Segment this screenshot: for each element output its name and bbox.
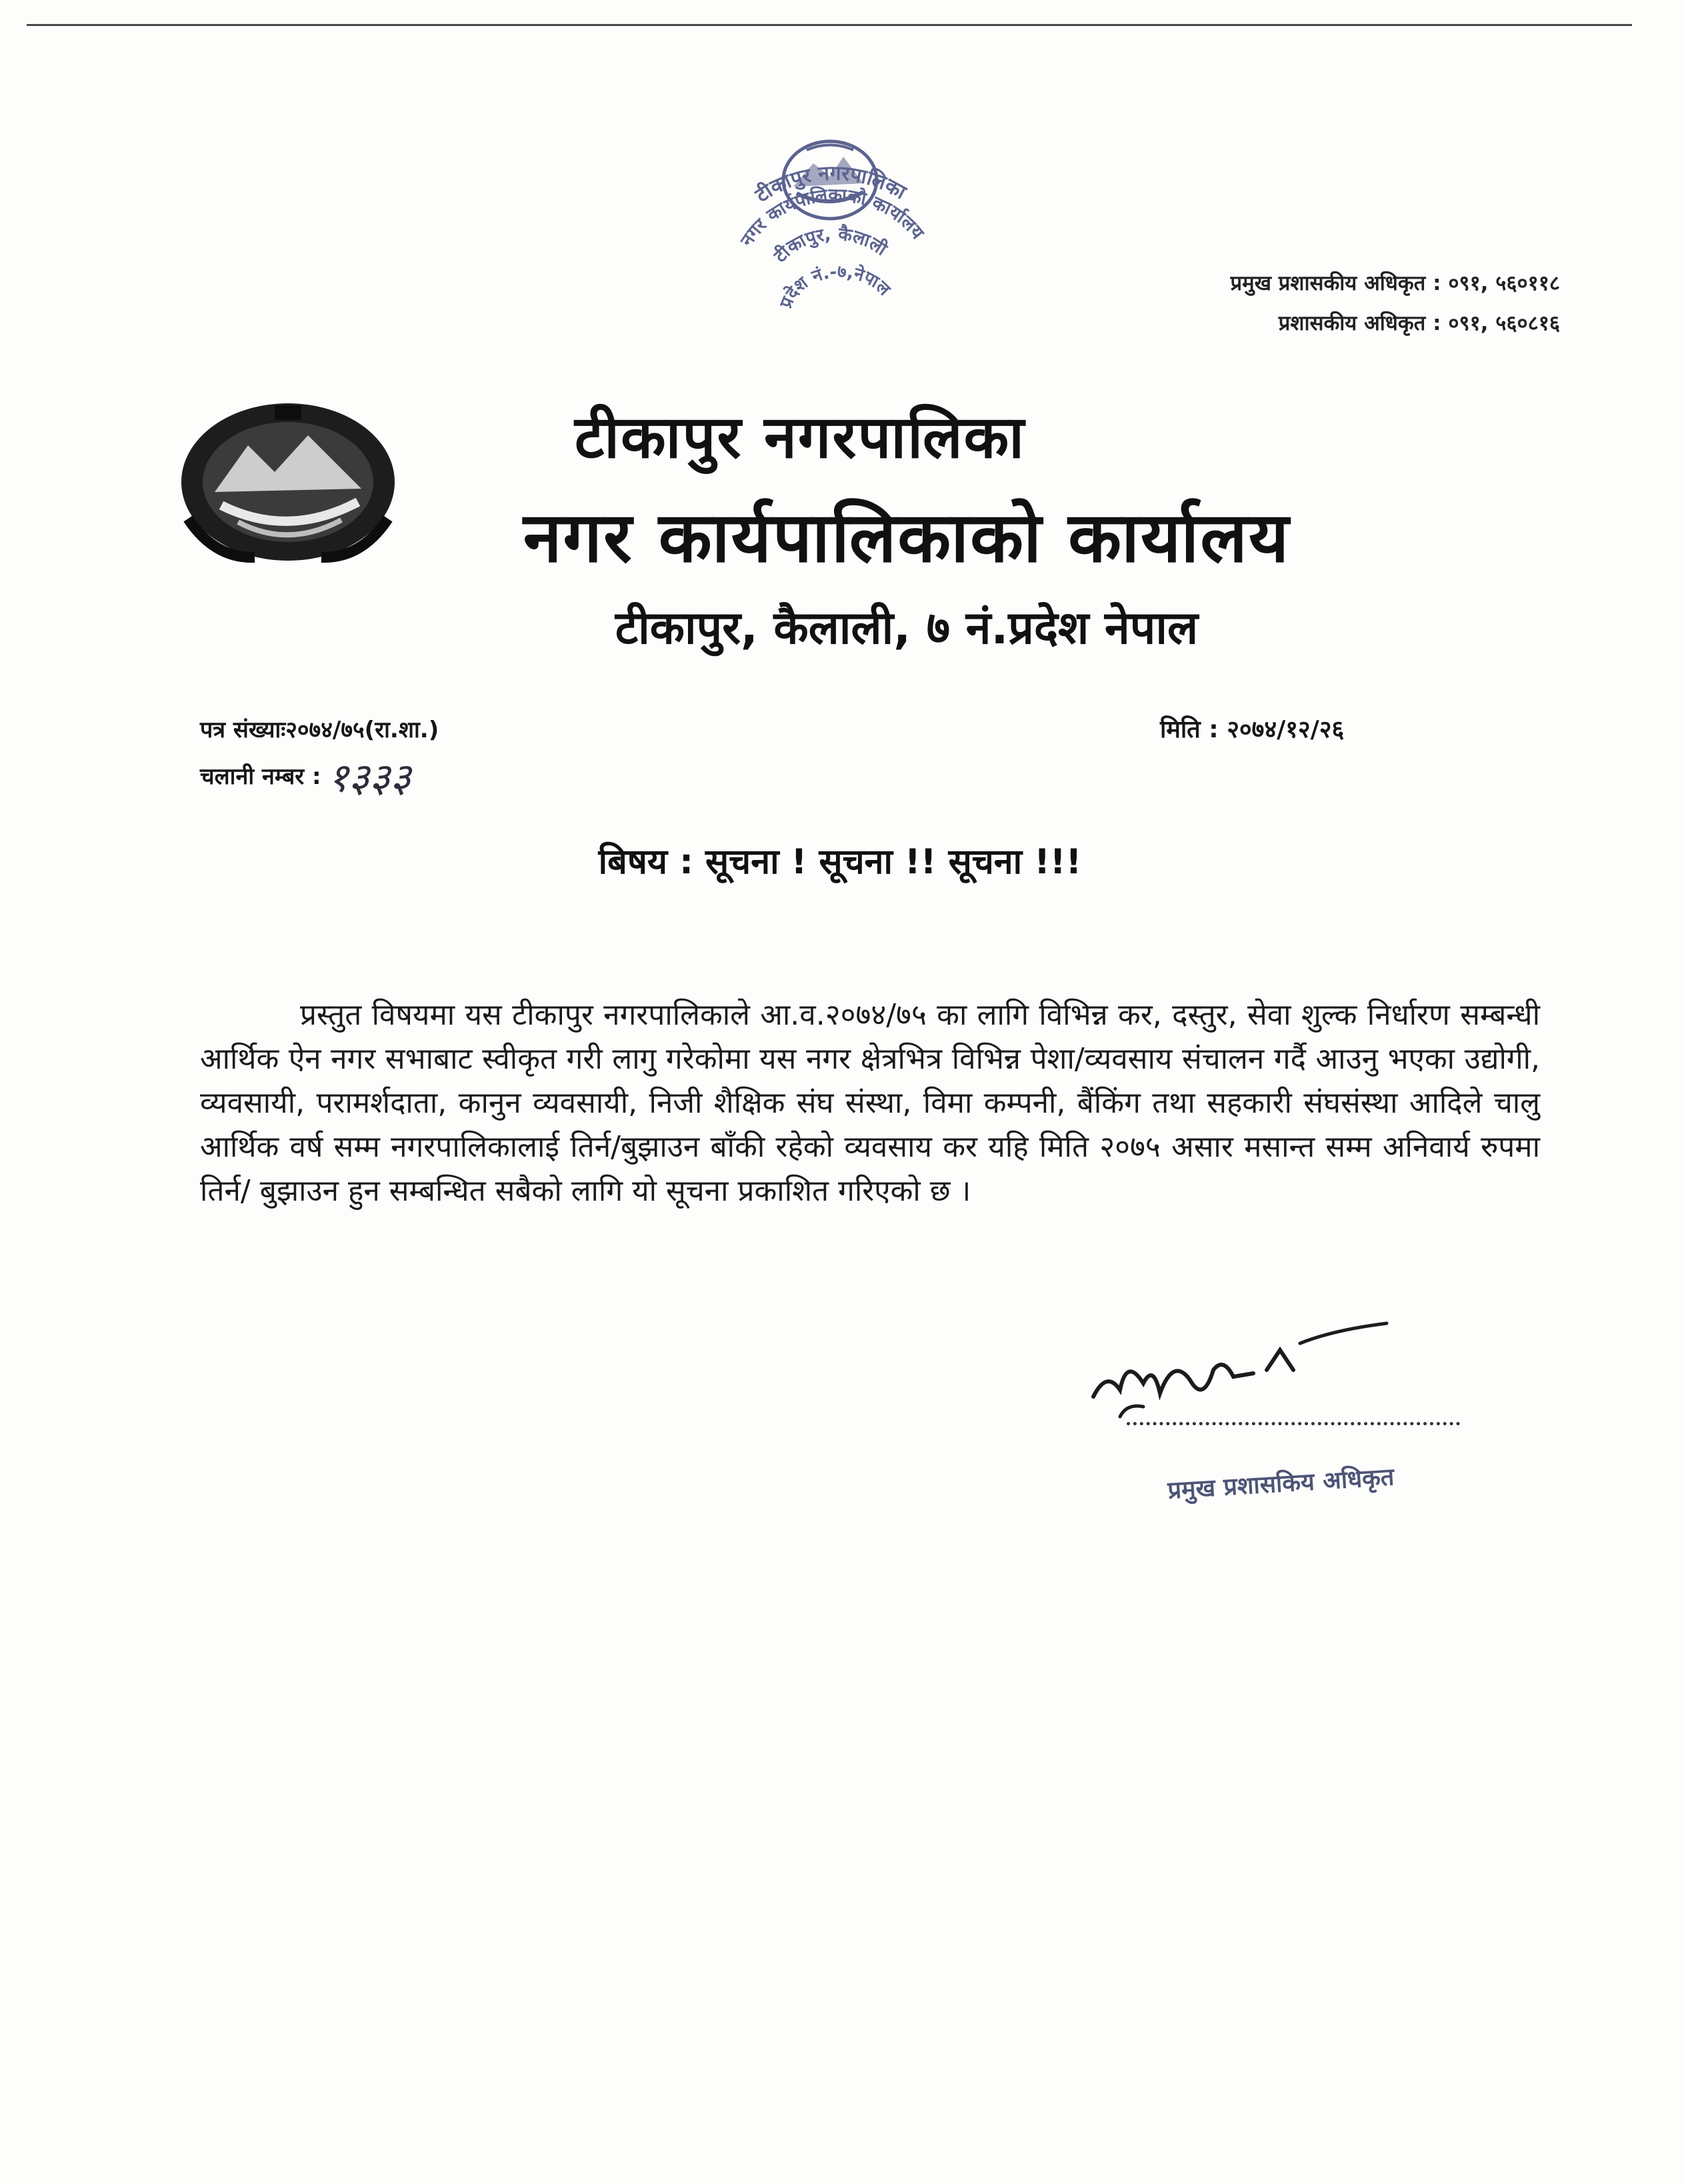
stamp-line-2: नगर कार्यपालिकाको कार्यालय (736, 185, 928, 251)
office-address: टीकापुर, कैलाली, ७ नं.प्रदेश नेपाल (615, 602, 1199, 655)
stamp-line-4: प्रदेश नं.-७,नेपाल (776, 261, 895, 311)
dispatch-number-value: १३३३ (327, 754, 411, 801)
stamp-line-3: टीकापुर, कैलाली (770, 223, 891, 267)
office-name: नगर कार्यपालिकाको कार्यालय (523, 497, 1291, 578)
contact-label: प्रमुख प्रशासकीय अधिकृत (1230, 271, 1426, 295)
top-rule (27, 24, 1632, 26)
letter-number (200, 707, 439, 753)
date-label: मिति : (1160, 716, 1219, 743)
contact-row (1080, 263, 1560, 303)
nepal-emblem-icon (175, 399, 401, 565)
contact-value: ०९१, ५६०११८ (1448, 271, 1560, 295)
municipality-name: टीकापुर नगरपालिका (574, 403, 1026, 471)
svg-text:टीकापुर, कैलाली (769, 223, 891, 267)
letter-number-value: २०७४/७५(रा.शा.) (285, 717, 439, 743)
notice-body: प्रस्तुत विषयमा यस टीकापुर नगरपालिकाले आ.व.२०७४/७५ का लागि विभिन्न कर, दस्तुर, सेवा शुल्क निर्धारण सम्बन्धी आर्थिक ऐन नगर सभाबाट स्वीकृत गरी लागु गरेकोमा यस नगर क्षेत्रभित्र विभिन्न पेशा/व्यवसाय संचालन गर्दै आउनु भएका उद्योगी, व्यवसायी, परामर्शदाता, कानुन व्यवसायी, निजी शैक्षिक संघ संस्था, विमा कम्पनी, बैंकिंग तथा सहकारी संघसंस्था आदिले चालु आर्थिक वर्ष सम्म नगरपालिकालाई तिर्न/बुझाउन बाँकी रहेको व्यवसाय कर यहि मिति २०७५ असार मसान्त सम्म अनिवार्य रुपमा तिर्न/ बुझाउन हुन सम्बन्धित सबैको लागि यो सूचना प्रकाशित गरिएको छ । (200, 998, 1540, 1208)
subject-line: बिषय : सूचना ! सूचना !! सूचना !!! (598, 842, 1082, 882)
contact-label: प्रशासकीय अधिकृत (1278, 311, 1426, 335)
dispatch-number (200, 753, 439, 801)
letter-date (1160, 707, 1344, 753)
contact-block (1080, 263, 1560, 343)
contact-separator: : (1433, 271, 1449, 295)
contact-value: ०९१, ५६०८१६ (1448, 311, 1560, 335)
svg-text:प्रदेश नं.-७,नेपाल (776, 262, 895, 311)
stamp-line-1: टीकापुर नगरपालिका (751, 161, 910, 207)
date-value: २०७४/१२/२६ (1227, 716, 1345, 743)
dispatch-number-label: चलानी नम्बर : (200, 763, 321, 790)
reference-block (200, 707, 439, 801)
signatory-title: प्रमुख प्रशासकिय अधिकृत (1167, 1463, 1395, 1505)
signature-line (1127, 1417, 1460, 1425)
contact-row (1080, 303, 1560, 343)
contact-separator: : (1433, 311, 1449, 335)
office-stamp (700, 133, 960, 373)
letter-number-label: पत्र संख्याः (200, 717, 286, 743)
